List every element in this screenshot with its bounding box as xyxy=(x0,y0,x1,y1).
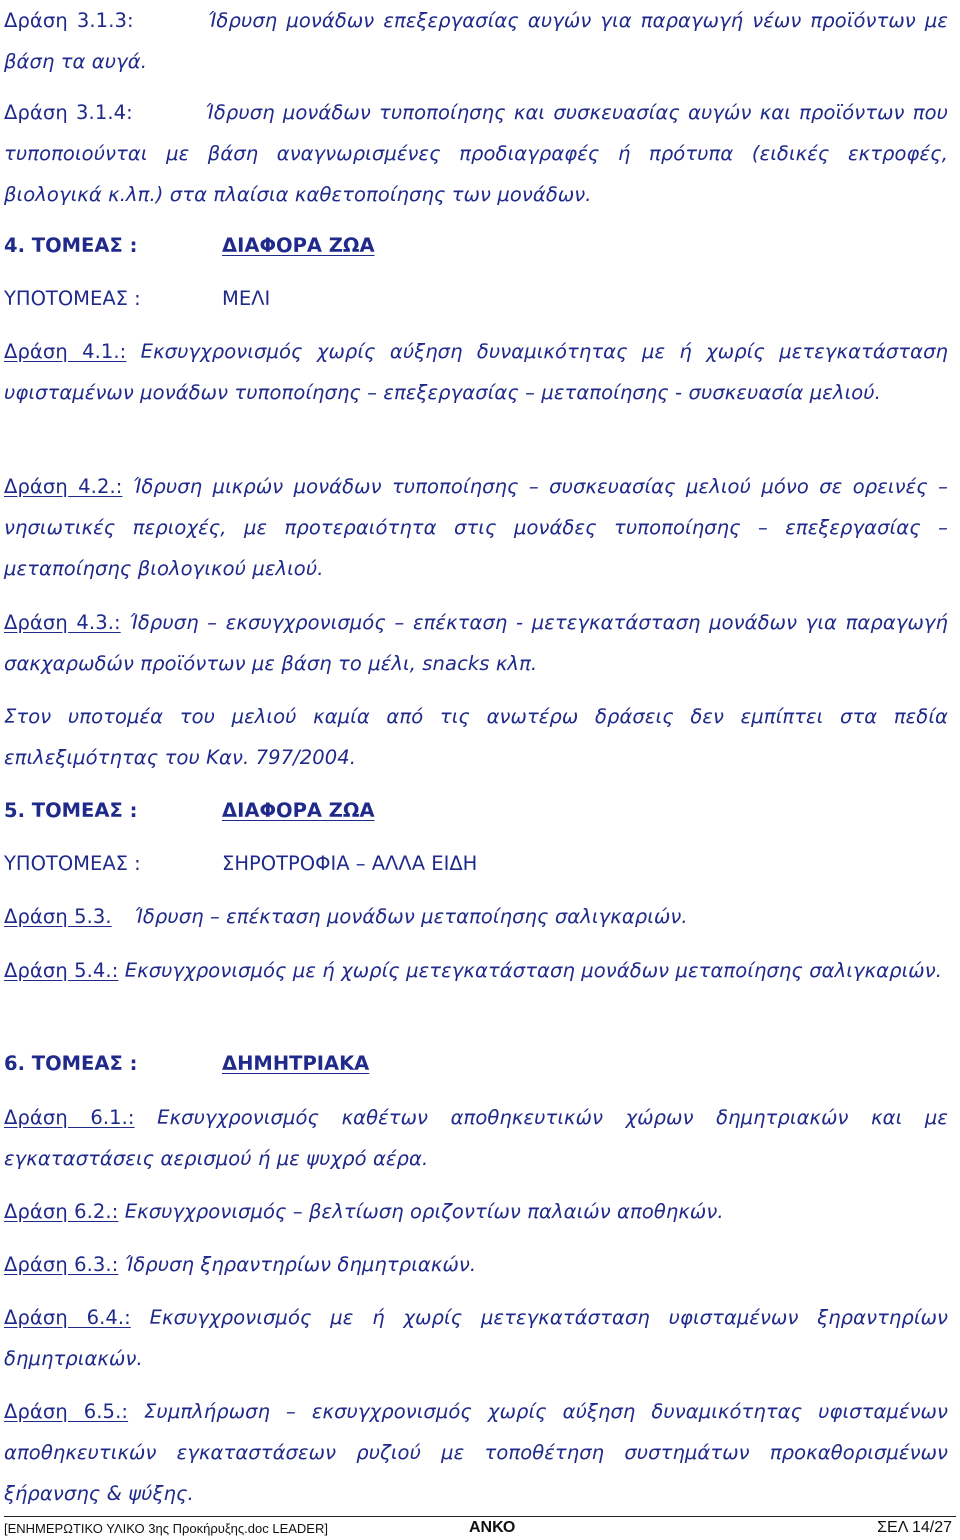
action-6-1 xyxy=(4,1097,948,1179)
action-4-3 xyxy=(4,602,948,684)
action-label: Δράση 6.4.: xyxy=(4,1306,131,1329)
sector-4-heading xyxy=(4,225,375,266)
subsector-value: ΜΕΛΙ xyxy=(222,287,271,310)
footer-page-number: ΣΕΛ 14/27 xyxy=(877,1519,952,1536)
footer-organization: ΑΝΚΟ xyxy=(469,1519,516,1536)
action-label: Δράση 4.1.: xyxy=(4,340,127,363)
action-label: Δράση 3.1.3: xyxy=(4,9,134,32)
subsector-4-heading xyxy=(4,278,271,319)
subsector-label: ΥΠΟΤΟΜΕΑΣ : xyxy=(4,852,141,875)
action-6-3 xyxy=(4,1244,948,1285)
sector-label: 5. ΤΟΜΕΑΣ : xyxy=(4,799,138,822)
sector-label: 4. ΤΟΜΕΑΣ : xyxy=(4,234,138,257)
note-text: Στον υποτομέα του μελιού καμία από τις ανωτέρω δράσεις δεν εμπίπτει στα πεδία επιλεξιμότητας του Καν. 797/2004. xyxy=(4,705,948,769)
sector-6-heading xyxy=(4,1043,370,1084)
action-5-4 xyxy=(4,950,948,991)
sector-label: 6. ΤΟΜΕΑΣ : xyxy=(4,1052,138,1075)
action-label: Δράση 6.3.: xyxy=(4,1253,119,1276)
action-label: Δράση 3.1.4: xyxy=(4,101,133,124)
action-label: Δράση 6.5.: xyxy=(4,1400,129,1423)
action-6-4 xyxy=(4,1297,948,1379)
action-text: Ίδρυση – εκσυγχρονισμός – επέκταση - μετεγκατάσταση μονάδων για παραγωγή σακχαρωδών προϊόντων με βάση το μέλι, snacks κλπ. xyxy=(4,611,948,675)
action-label: Δράση 4.3.: xyxy=(4,611,121,634)
action-label: Δράση 4.2.: xyxy=(4,475,123,498)
sector-value: ΔΙΑΦΟΡΑ ΖΩΑ xyxy=(222,799,375,822)
action-text: Εκσυγχρονισμός – βελτίωση οριζοντίων παλαιών αποθηκών. xyxy=(124,1200,724,1223)
sector-value: ΔΙΑΦΟΡΑ ΖΩΑ xyxy=(222,234,375,257)
action-5-3 xyxy=(4,896,948,937)
subsector-value: ΣΗΡΟΤΡΟΦΙΑ – ΑΛΛΑ ΕΙΔΗ xyxy=(222,852,478,875)
action-text: Ίδρυση μονάδων επεξεργασίας αυγών για παραγωγή νέων προϊόντων με βάση τα αυγά. xyxy=(4,9,948,73)
action-text: Ίδρυση μικρών μονάδων τυποποίησης – συσκευασίας μελιού μόνο σε ορεινές – νησιωτικές περιοχές, με προτεραιότητα στις μονάδες τυποποίησης – επεξεργασίας – μεταποίησης βιολογικού μελιού. xyxy=(4,475,948,580)
action-label: Δράση 6.2.: xyxy=(4,1200,119,1223)
action-6-2 xyxy=(4,1191,948,1232)
action-text: Εκσυγχρονισμός με ή χωρίς μετεγκατάσταση υφισταμένων ξηραντηρίων δημητριακών. xyxy=(4,1306,948,1370)
action-text: Συμπλήρωση – εκσυγχρονισμός χωρίς αύξηση δυναμικότητας υφισταμένων αποθηκευτικών εγκαταστάσεων ρυζιού με τοποθέτηση συστημάτων προκαθορισμένων ξήρανσης & ψύξης. xyxy=(4,1400,948,1505)
action-text: Εκσυγχρονισμός καθέτων αποθηκευτικών χώρων δημητριακών και με εγκαταστάσεις αερισμού ή με ψυχρό αέρα. xyxy=(4,1106,948,1170)
action-6-5 xyxy=(4,1391,948,1514)
footer-document-name: [ΕΝΗΜΕΡΩΤΙΚΟ ΥΛΙΚΟ 3ης Προκήρυξης.doc LEADER] xyxy=(4,1521,328,1536)
sector-5-heading xyxy=(4,790,375,831)
sector-value: ΔΗΜΗΤΡΙΑΚΑ xyxy=(222,1052,370,1075)
action-text: Εκσυγχρονισμός με ή χωρίς μετεγκατάσταση μονάδων μεταποίησης σαλιγκαριών. xyxy=(124,959,943,982)
action-4-1 xyxy=(4,331,948,413)
subsector-5-heading xyxy=(4,843,478,884)
action-label: Δράση 5.4.: xyxy=(4,959,119,982)
action-label: Δράση 5.3. xyxy=(4,905,112,928)
honey-eligibility-note xyxy=(4,696,948,778)
action-4-2 xyxy=(4,466,948,589)
action-3-1-4 xyxy=(4,92,948,215)
action-text: Ίδρυση – επέκταση μονάδων μεταποίησης σαλιγκαριών. xyxy=(134,905,688,928)
action-text: Εκσυγχρονισμός χωρίς αύξηση δυναμικότητας με ή χωρίς μετεγκατάσταση υφισταμένων μονάδων τυποποίησης – επεξεργασίας – μεταποίησης - συσκευασία μελιού. xyxy=(4,340,948,404)
action-label: Δράση 6.1.: xyxy=(4,1106,135,1129)
action-text: Ίδρυση μονάδων τυποποίησης και συσκευασίας αυγών και προϊόντων που τυποποιούνται με βάση αναγνωρισμένες προδιαγραφές ή πρότυπα (ειδικές εκτροφές, βιολογικά κ.λπ.) στα πλαίσια καθετοποίησης των μονάδων. xyxy=(4,101,948,206)
page-footer xyxy=(4,1516,956,1539)
action-text: Ίδρυση ξηραντηρίων δημητριακών. xyxy=(124,1253,477,1276)
subsector-label: ΥΠΟΤΟΜΕΑΣ : xyxy=(4,287,141,310)
action-3-1-3 xyxy=(4,0,948,82)
